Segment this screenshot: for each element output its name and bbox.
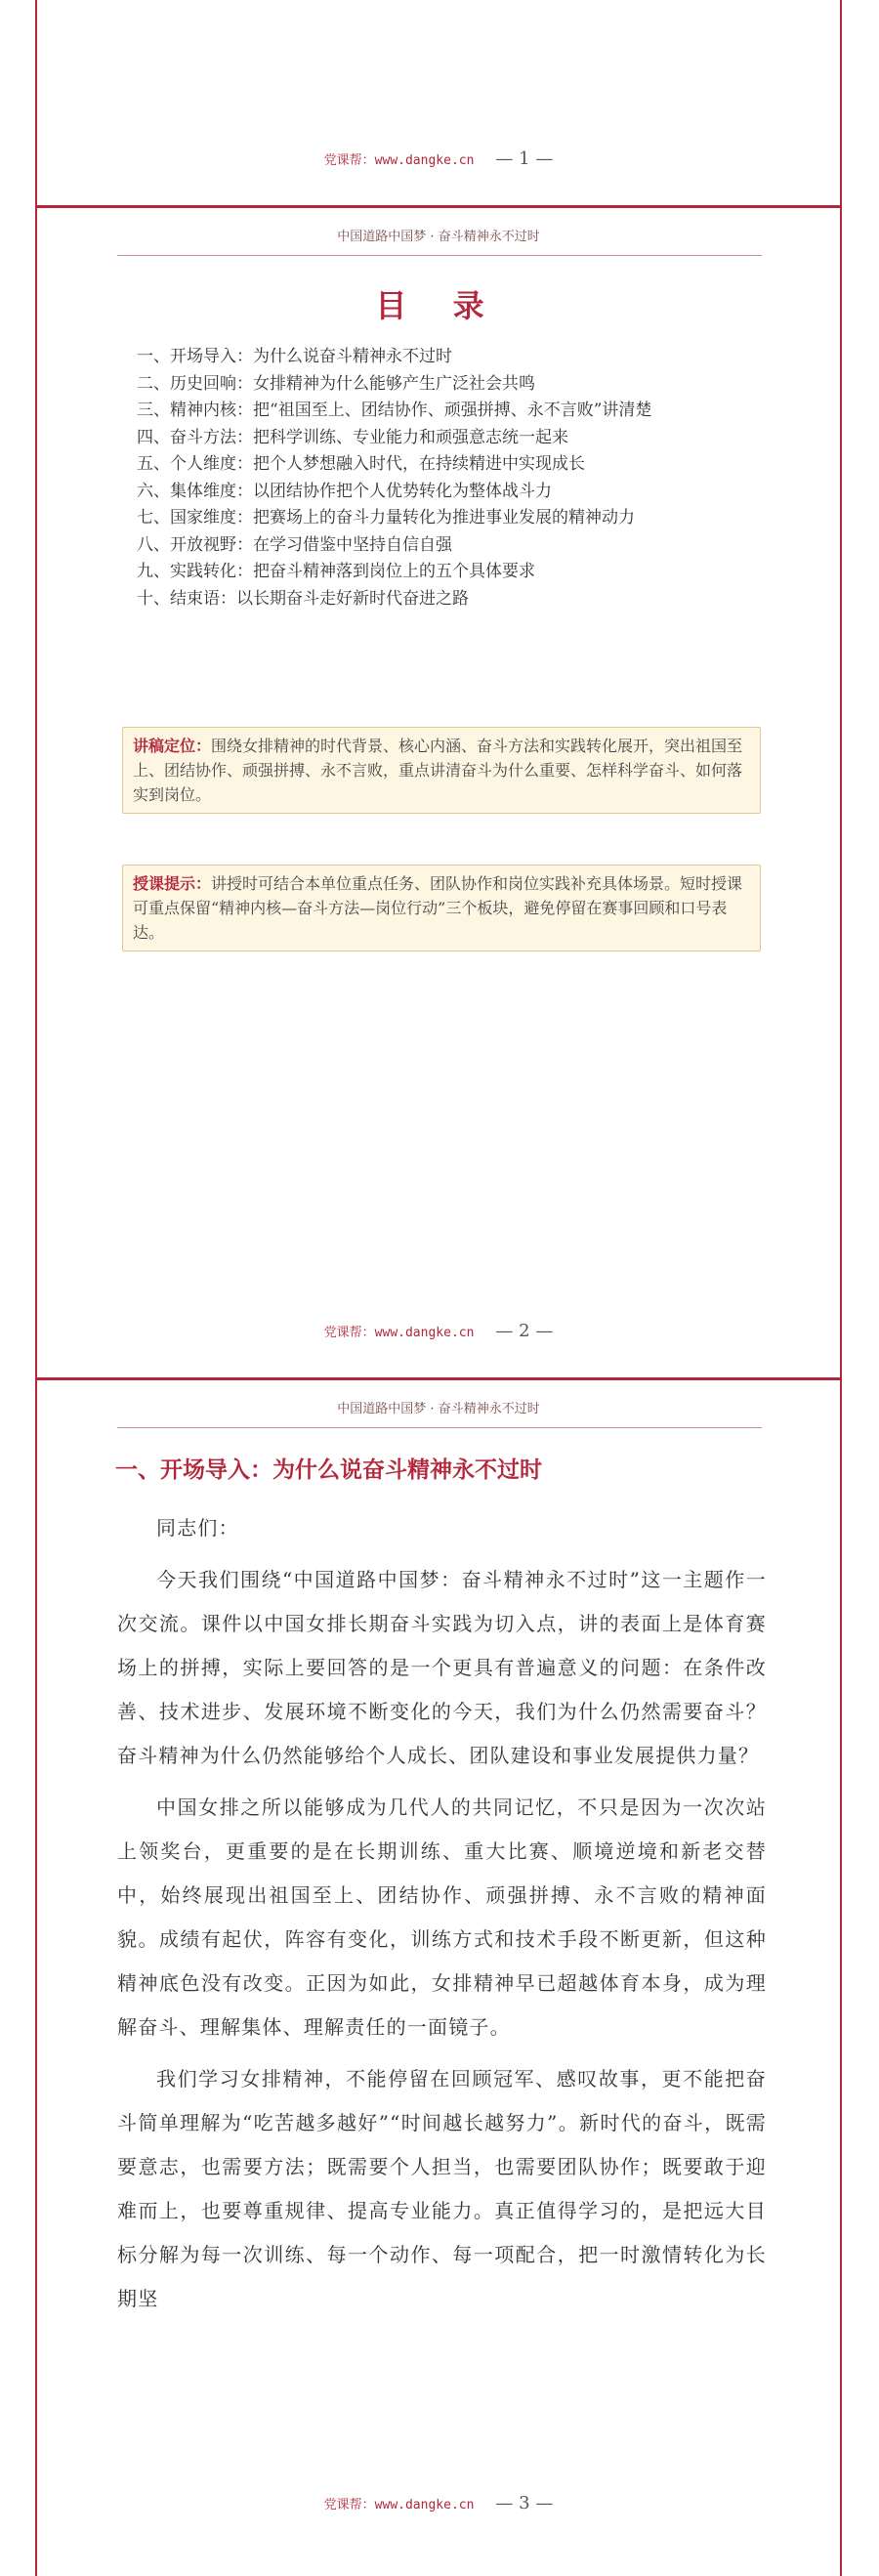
toc-item: 九、实践转化：把奋斗精神落到岗位上的五个具体要求 — [137, 562, 535, 581]
toc-item: 八、开放视野：在学习借鉴中坚持自信自强 — [137, 534, 452, 555]
toc-item: 十、结束语：以长期奋斗走好新时代奋进之路 — [137, 588, 469, 609]
toc-item: 四、奋斗方法：把科学训练、专业能力和顽强意志统一起来 — [137, 427, 568, 447]
table-of-contents — [137, 344, 762, 612]
toc-item: 七、国家维度：把赛场上的奋斗力量转化为推进事业发展的精神动力 — [137, 508, 635, 528]
page-number: — 3 — — [495, 2493, 554, 2513]
page-3-footer — [35, 2493, 842, 2513]
running-header: 中国道路中国梦 · 奋斗精神永不过时 — [337, 230, 540, 244]
toc-title: 目 录 — [375, 287, 502, 324]
page-2-footer — [35, 1321, 842, 1341]
toc-item: 六、集体维度：以团结协作把个人优势转化为整体战斗力 — [137, 481, 552, 501]
tip-text: 讲授时可结合本单位重点任务、团队协作和岗位实践补充具体场景。短时授课可重点保留“精神内核—奋斗方法—岗位行动”三个板块，避免停留在赛事回顾和口号表达。 — [133, 874, 743, 942]
positioning-note — [122, 727, 761, 814]
section-body — [117, 1506, 767, 2329]
body-paragraph: 今天我们围绕“中国道路中国梦：奋斗精神永不过时”这一主题作一次交流。课件以中国女排长期奋斗实践为切入点，讲的表面上是体育赛场上的拼搏，实际上要回答的是一个更具有普遍意义的问题：在条件改善、技术进步、发展环境不断变化的今天，我们为什么仍然需要奋斗？奋斗精神为什么仍然能够给个人成长、团队建设和事业发展提供力量？ — [117, 1568, 767, 1767]
running-header: 中国道路中国梦 · 奋斗精神永不过时 — [337, 1402, 540, 1416]
body-paragraph: 中国女排之所以能够成为几代人的共同记忆，不只是因为一次次站上领奖台，更重要的是在长期训练、重大比赛、顺境逆境和新老交替中，始终展现出祖国至上、团结协作、顽强拼搏、永不言败的精神面貌。成绩有起伏，阵容有变化，训练方式和技术手段不断更新，但这种精神底色没有改变。正因为如此，女排精神早已超越体育本身，成为理解奋斗、理解集体、理解责任的一面镜子。 — [117, 1795, 767, 2039]
tip-label: 授课提示： — [133, 874, 212, 893]
toc-item: 二、历史回响：女排精神为什么能够产生广泛社会共鸣 — [137, 373, 535, 394]
section-title: 一、开场导入：为什么说奋斗精神永不过时 — [115, 1457, 542, 1483]
toc-item: 五、个人维度：把个人梦想融入时代，在持续精进中实现成长 — [137, 454, 585, 474]
toc-item: 一、开场导入：为什么说奋斗精神永不过时 — [137, 347, 452, 366]
positioning-text: 围绕女排精神的时代背景、核心内涵、奋斗方法和实践转化展开，突出祖国至上、团结协作、顽强拼搏、永不言败，重点讲清奋斗为什么重要、怎样科学奋斗、如何落实到岗位。 — [133, 737, 743, 804]
toc-item: 三、精神内核：把“祖国至上、团结协作、顽强拼搏、永不言败”讲清楚 — [137, 401, 652, 420]
footer-site: 党课帮：www.dangke.cn — [323, 2498, 475, 2513]
positioning-label: 讲稿定位： — [133, 737, 212, 755]
page-number: — 2 — — [495, 1321, 554, 1341]
page-number: — 1 — — [495, 148, 554, 169]
page-1-frame — [35, 0, 842, 205]
body-paragraph: 我们学习女排精神，不能停留在回顾冠军、感叹故事，更不能把奋斗简单理解为“吃苦越多越好”“时间越长越努力”。新时代的奋斗，既需要意志，也需要方法；既需要个人担当，也需要团队协作；既要敢于迎难而上，也要尊重规律、提高专业能力。真正值得学习的，是把远大目标分解为每一次训练、每一个动作、每一项配合，把一时激情转化为长期坚 — [117, 2067, 767, 2310]
body-paragraph: 同志们： — [156, 1516, 239, 1540]
teaching-tip-note — [122, 865, 761, 951]
header-rule — [117, 255, 762, 256]
page-1-footer — [35, 148, 842, 169]
footer-site: 党课帮：www.dangke.cn — [323, 153, 475, 168]
header-rule — [117, 1427, 762, 1428]
footer-site: 党课帮：www.dangke.cn — [323, 1326, 475, 1340]
